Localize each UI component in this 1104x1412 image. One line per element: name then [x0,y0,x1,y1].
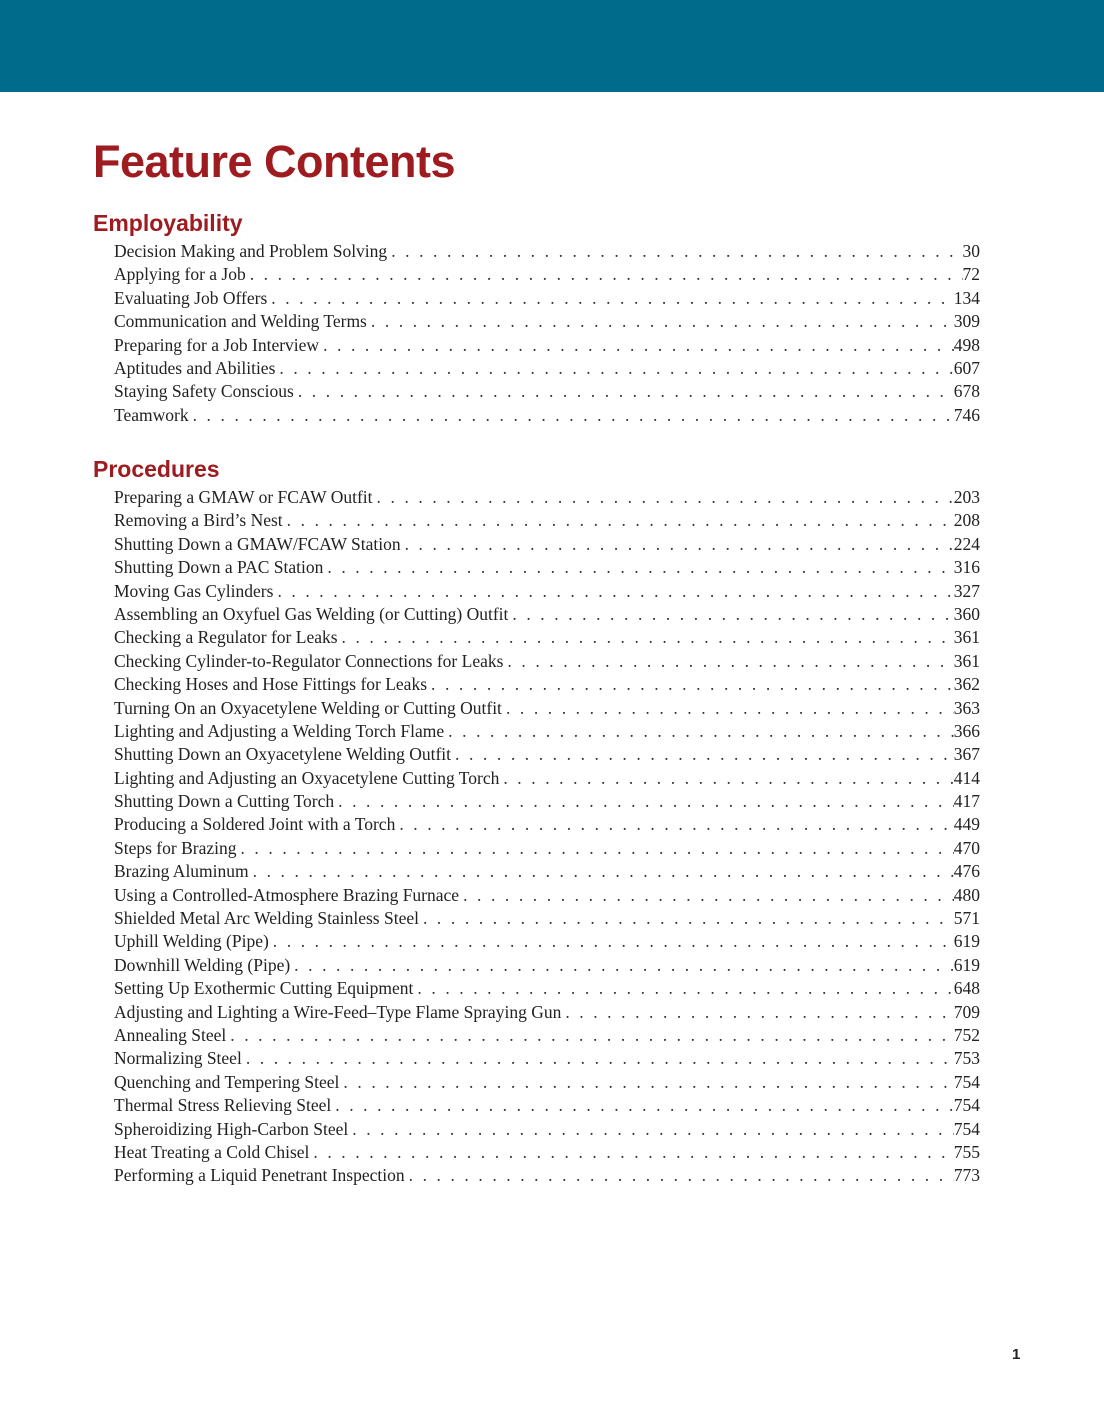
header-band [0,0,1104,92]
dot-leader [236,837,953,860]
dot-leader [290,954,954,977]
toc-entry[interactable] [114,813,980,836]
toc-entry[interactable] [114,1001,980,1024]
toc-entry[interactable] [114,357,980,380]
toc-entry-page: 498 [953,334,980,355]
dot-leader [267,287,953,310]
dot-leader [373,486,954,509]
toc-entry-page: 607 [953,357,980,378]
toc-entry-title: Shielded Metal Arc Welding Stainless Steel [114,908,419,929]
dot-leader [503,650,953,673]
procedures-section [93,452,980,1188]
dot-leader [427,673,954,696]
toc-entry-title: Checking Hoses and Hose Fittings for Leaks [114,674,428,695]
toc-entry-title: Preparing a GMAW or FCAW Outfit [114,487,373,507]
toc-entry-title: Teamwork [114,404,189,425]
toc-entry-title: Using a Controlled-Atmosphere Brazing Furnace [114,884,460,905]
dot-leader [269,930,954,953]
dot-leader [348,1118,953,1141]
toc-entry-page: 414 [953,767,980,788]
toc-entry[interactable] [114,240,980,263]
dot-leader [419,907,954,930]
toc-entry-title: Decision Making and Problem Solving [114,241,388,261]
dot-leader [334,790,954,813]
toc-entry-title: Thermal Stress Relieving Steel [114,1095,332,1116]
toc-entry[interactable] [114,1047,980,1070]
dot-leader [413,977,953,1000]
toc-entry[interactable] [114,650,980,673]
toc-entry-page: 361 [953,627,980,648]
toc-entry[interactable] [114,907,980,930]
toc-entry[interactable] [114,1024,980,1047]
toc-entry-title: Removing a Bird’s Nest [114,510,283,531]
toc-entry-page: 754 [953,1095,980,1116]
toc-entry-title: Heat Treating a Cold Chisel [114,1141,310,1162]
toc-entry-title: Staying Safety Conscious [114,381,294,402]
toc-entry-title: Normalizing Steel [114,1048,242,1069]
toc-entry-page: 755 [953,1141,980,1162]
toc-entry[interactable] [114,626,980,649]
toc-entry[interactable] [114,977,980,1000]
toc-entry-page: 360 [953,603,980,624]
toc-entry[interactable] [114,509,980,532]
employability-heading: Employability [93,210,243,236]
toc-entry-page: 362 [953,674,980,695]
toc-entry-title: Communication and Welding Terms [114,311,367,332]
toc-entry-page: 367 [953,744,980,765]
page-title: Feature Contents [93,136,456,187]
procedures-heading: Procedures [93,456,220,482]
toc-entry-page: 417 [953,791,980,812]
toc-entry-title: Aptitudes and Abilities [114,357,276,378]
dot-leader [323,556,953,579]
dot-leader [401,533,954,556]
toc-entry-page: 363 [953,697,980,718]
toc-entry[interactable] [114,486,980,509]
dot-leader [294,380,954,403]
toc-entry[interactable] [114,720,980,743]
toc-entry-page: 327 [953,580,980,601]
toc-entry-title: Uphill Welding (Pipe) [114,931,269,952]
toc-entry-page: 449 [953,814,980,835]
toc-entry-page: 72 [962,264,980,285]
toc-entry-title: Brazing Aluminum [114,861,249,882]
toc-entry-title: Shutting Down an Oxyacetylene Welding Outfit [114,744,452,765]
toc-entry-page: 203 [953,487,980,507]
toc-entry[interactable] [114,743,980,766]
toc-entry-title: Annealing Steel [114,1024,227,1045]
toc-entry[interactable] [114,673,980,696]
toc-entry-title: Spheroidizing High-Carbon Steel [114,1118,349,1139]
toc-entry-title: Moving Gas Cylinders [114,580,274,601]
toc-entry-title: Shutting Down a PAC Station [114,557,324,578]
toc-entry-page: 361 [953,650,980,671]
dot-leader [273,580,953,603]
dot-leader [561,1001,953,1024]
dot-leader [331,1094,954,1117]
toc-entry[interactable] [114,1164,980,1187]
toc-entry-title: Quenching and Tempering Steel [114,1071,340,1092]
toc-entry-title: Downhill Welding (Pipe) [114,954,291,975]
toc-entry[interactable] [114,697,980,720]
toc-entry-page: 753 [953,1048,980,1069]
toc-entry-page: 208 [953,510,980,531]
toc-entry-title: Lighting and Adjusting an Oxyacetylene Cutting Torch [114,767,500,788]
toc-entry-page: 752 [953,1024,980,1045]
toc-entry-title: Shutting Down a Cutting Torch [114,791,335,812]
dot-leader [508,603,953,626]
dot-leader [319,334,954,357]
toc-entry-title: Checking Cylinder-to-Regulator Connections for Leaks [114,650,504,671]
dot-leader [502,697,954,720]
toc-entry[interactable] [114,884,980,907]
toc-entry[interactable] [114,404,980,427]
dot-leader [189,404,954,427]
toc-entry[interactable] [114,790,980,813]
toc-entry[interactable] [114,837,980,860]
toc-entry-page: 754 [953,1118,980,1139]
toc-entry-title: Turning On an Oxyacetylene Welding or Cutting Outfit [114,697,502,718]
toc-entry-page: 309 [953,311,980,332]
dot-leader [459,884,954,907]
toc-entry-page: 134 [953,287,980,308]
dot-leader [395,813,953,836]
toc-entry-page: 619 [953,954,980,975]
dot-leader [444,720,954,743]
toc-entry-page: 746 [953,404,980,425]
toc-entry-title: Evaluating Job Offers [114,287,268,308]
toc-entry[interactable] [114,1141,980,1164]
dot-leader [387,240,962,263]
toc-entry-title: Lighting and Adjusting a Welding Torch Flame [114,720,445,741]
toc-entry-title: Steps for Brazing [114,837,237,858]
dot-leader [339,1071,953,1094]
dot-leader [309,1141,953,1164]
toc-entry-page: 571 [953,908,980,929]
toc-entry-page: 648 [953,978,980,999]
employability-list [93,240,980,427]
toc-entry-page: 619 [953,931,980,952]
toc-entry-title: Checking a Regulator for Leaks [114,627,338,648]
dot-leader [226,1024,953,1047]
dot-leader [275,357,953,380]
toc-entry[interactable] [114,930,980,953]
toc-entry-title: Producing a Soldered Joint with a Torch [114,814,396,835]
dot-leader [367,310,954,333]
toc-entry[interactable] [114,334,980,357]
dot-leader [451,743,954,766]
dot-leader [405,1164,954,1187]
toc-entry-page: 754 [953,1071,980,1092]
toc-entry-page: 316 [953,557,980,578]
toc-entry-title: Setting Up Exothermic Cutting Equipment [114,978,414,999]
toc-entry[interactable] [114,954,980,977]
toc-entry[interactable] [114,767,980,790]
toc-entry[interactable] [114,860,980,883]
dot-leader [338,626,954,649]
toc-entry[interactable] [114,380,980,403]
dot-leader [242,1047,954,1070]
toc-entry-page: 366 [953,720,980,741]
dot-leader [283,509,954,532]
toc-entry-title: Shutting Down a GMAW/FCAW Station [114,533,401,554]
toc-entry-page: 480 [953,884,980,905]
page-number: 1 [1012,1346,1021,1363]
toc-entry[interactable] [114,1118,980,1141]
toc-entry-title: Preparing for a Job Interview [114,334,320,355]
toc-entry[interactable] [114,1094,980,1117]
toc-entry[interactable] [114,310,980,333]
employability-section [93,206,980,427]
toc-entry[interactable] [114,556,980,579]
toc-entry[interactable] [114,603,980,626]
toc-entry-page: 709 [953,1001,980,1022]
toc-entry-page: 476 [953,861,980,882]
toc-entry[interactable] [114,1071,980,1094]
toc-entry-page: 678 [953,381,980,402]
dot-leader [499,767,953,790]
toc-entry-page: 30 [962,241,980,261]
toc-entry[interactable] [114,533,980,556]
dot-leader [246,263,963,286]
toc-entry[interactable] [114,263,980,286]
toc-entry-title: Applying for a Job [114,264,246,285]
dot-leader [249,860,954,883]
toc-entry-page: 773 [953,1165,980,1186]
procedures-list [93,486,980,1188]
toc-entry-page: 224 [953,533,980,554]
toc-entry-page: 470 [953,837,980,858]
toc-entry-title: Assembling an Oxyfuel Gas Welding (or Cutting) Outfit [114,603,509,624]
toc-entry[interactable] [114,580,980,603]
toc-entry-title: Performing a Liquid Penetrant Inspection [114,1165,405,1186]
toc-entry[interactable] [114,287,980,310]
toc-entry-title: Adjusting and Lighting a Wire-Feed–Type Flame Spraying Gun [114,1001,562,1022]
